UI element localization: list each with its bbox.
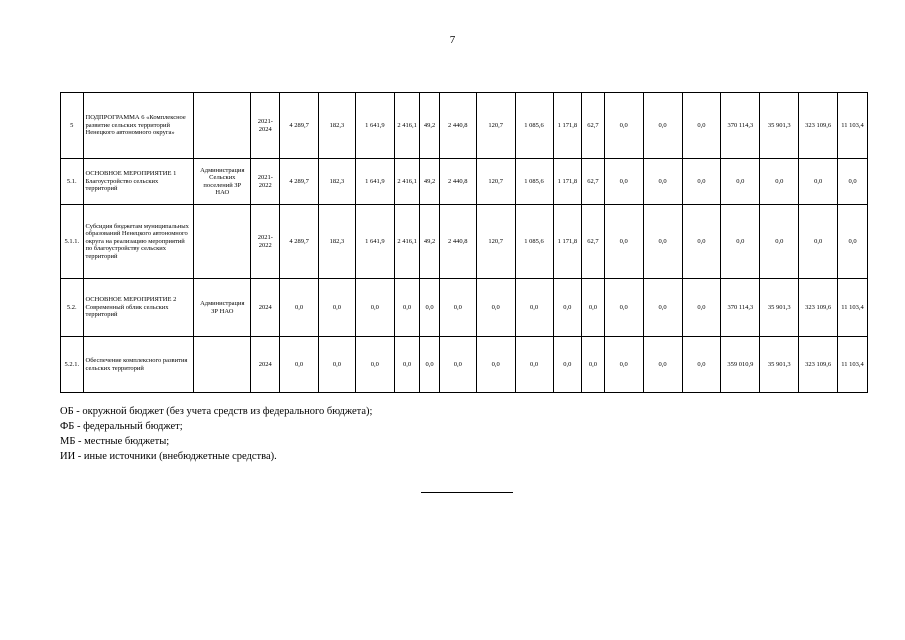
legend-item-mb: МБ - местные бюджеты; <box>60 436 170 447</box>
row-code-cell: 5 <box>61 93 84 159</box>
row-value-cell: 2 440,8 <box>439 159 476 205</box>
row-title-cell: ПОДПРОГРАММА 6 «Комплексное развитие сельских территорий Ненецкого автономного округа» <box>83 93 194 159</box>
row-executor-cell: Администрация Сельских поселений ЗР НАО <box>194 159 251 205</box>
row-value-cell: 0,0 <box>760 159 799 205</box>
row-value-cell: 182,3 <box>319 159 356 205</box>
row-value-cell: 0,0 <box>760 205 799 279</box>
legend-item-ii: ИИ - иные источники (внебюджетные средства). <box>60 451 277 462</box>
row-value-cell: 0,0 <box>643 279 682 337</box>
page-number: 7 <box>449 34 456 46</box>
row-value-cell: 0,0 <box>280 279 319 337</box>
row-value-cell: 49,2 <box>420 159 439 205</box>
signature-line <box>421 492 513 493</box>
row-value-cell: 323 109,6 <box>799 93 838 159</box>
row-value-cell: 0,0 <box>420 279 439 337</box>
row-value-cell: 0,0 <box>643 337 682 393</box>
row-period-cell: 2021-2022 <box>251 159 280 205</box>
row-value-cell: 1 171,8 <box>553 205 582 279</box>
row-value-cell: 120,7 <box>476 93 515 159</box>
row-value-cell: 0,0 <box>439 279 476 337</box>
row-value-cell: 0,0 <box>682 337 721 393</box>
row-value-cell: 0,0 <box>799 159 838 205</box>
legend-item-ob: ОБ - окружной бюджет (без учета средств из федерального бюджета); <box>60 406 373 417</box>
table-row <box>61 337 868 393</box>
row-title-cell: ОСНОВНОЕ МЕРОПРИЯТИЕ 1 Благоустройство сельских территорий <box>83 159 194 205</box>
row-value-cell: 2 440,8 <box>439 205 476 279</box>
row-value-cell: 0,0 <box>682 93 721 159</box>
row-executor-cell: Администрация ЗР НАО <box>194 279 251 337</box>
row-value-cell: 0,0 <box>476 337 515 393</box>
legend <box>60 404 372 464</box>
row-value-cell: 4 289,7 <box>280 205 319 279</box>
row-value-cell: 0,0 <box>604 159 643 205</box>
row-value-cell: 359 010,9 <box>721 337 760 393</box>
row-value-cell: 11 103,4 <box>838 337 868 393</box>
row-executor-cell <box>194 93 251 159</box>
row-value-cell: 0,0 <box>643 93 682 159</box>
row-value-cell: 0,0 <box>643 159 682 205</box>
row-value-cell: 0,0 <box>319 337 356 393</box>
row-value-cell: 2 416,1 <box>394 159 420 205</box>
row-value-cell: 4 289,7 <box>280 159 319 205</box>
row-value-cell: 0,0 <box>439 337 476 393</box>
row-executor-cell <box>194 205 251 279</box>
row-value-cell: 11 103,4 <box>838 93 868 159</box>
row-value-cell: 0,0 <box>604 337 643 393</box>
legend-item-fb: ФБ - федеральный бюджет; <box>60 421 183 432</box>
row-code-cell: 5.1.1. <box>61 205 84 279</box>
row-executor-cell <box>194 337 251 393</box>
row-value-cell: 1 171,8 <box>553 159 582 205</box>
row-value-cell: 1 641,9 <box>355 205 394 279</box>
row-value-cell: 0,0 <box>838 159 868 205</box>
row-value-cell: 0,0 <box>355 337 394 393</box>
row-value-cell: 120,7 <box>476 159 515 205</box>
row-value-cell: 0,0 <box>394 279 420 337</box>
row-value-cell: 62,7 <box>582 159 605 205</box>
row-value-cell: 0,0 <box>682 279 721 337</box>
row-value-cell: 4 289,7 <box>280 93 319 159</box>
row-value-cell: 0,0 <box>604 205 643 279</box>
row-value-cell: 0,0 <box>721 205 760 279</box>
row-value-cell: 0,0 <box>604 93 643 159</box>
row-value-cell: 0,0 <box>682 205 721 279</box>
row-value-cell: 62,7 <box>582 205 605 279</box>
row-period-cell: 2024 <box>251 337 280 393</box>
row-value-cell: 1 641,9 <box>355 93 394 159</box>
table-row <box>61 279 868 337</box>
row-code-cell: 5.2. <box>61 279 84 337</box>
row-code-cell: 5.2.1. <box>61 337 84 393</box>
row-value-cell: 370 114,3 <box>721 279 760 337</box>
row-value-cell: 0,0 <box>838 205 868 279</box>
row-period-cell: 2024 <box>251 279 280 337</box>
row-value-cell: 0,0 <box>643 205 682 279</box>
table-row <box>61 159 868 205</box>
row-value-cell: 0,0 <box>604 279 643 337</box>
row-value-cell: 1 171,8 <box>553 93 582 159</box>
row-value-cell: 120,7 <box>476 205 515 279</box>
row-value-cell: 182,3 <box>319 93 356 159</box>
row-value-cell: 0,0 <box>420 337 439 393</box>
row-value-cell: 62,7 <box>582 93 605 159</box>
row-value-cell: 0,0 <box>515 279 553 337</box>
row-value-cell: 0,0 <box>515 337 553 393</box>
row-value-cell: 370 114,3 <box>721 93 760 159</box>
row-value-cell: 2 416,1 <box>394 205 420 279</box>
row-value-cell: 0,0 <box>476 279 515 337</box>
row-value-cell: 323 109,6 <box>799 279 838 337</box>
row-value-cell: 0,0 <box>553 279 582 337</box>
budget-table <box>60 92 868 393</box>
table-row <box>61 205 868 279</box>
row-value-cell: 49,2 <box>420 93 439 159</box>
row-value-cell: 11 103,4 <box>838 279 868 337</box>
row-value-cell: 1 085,6 <box>515 205 553 279</box>
row-value-cell: 2 416,1 <box>394 93 420 159</box>
row-period-cell: 2021-2024 <box>251 93 280 159</box>
row-title-cell: ОСНОВНОЕ МЕРОПРИЯТИЕ 2 Современный облик сельских территорий <box>83 279 194 337</box>
row-value-cell: 0,0 <box>553 337 582 393</box>
row-title-cell: Обеспечение комплексного развития сельских территорий <box>83 337 194 393</box>
row-value-cell: 35 901,3 <box>760 279 799 337</box>
row-value-cell: 0,0 <box>355 279 394 337</box>
row-code-cell: 5.1. <box>61 159 84 205</box>
row-title-cell: Субсидия бюджетам муниципальных образований Ненецкого автономного округа на реализацию мероприятий по благоустройству сельских территорий <box>83 205 194 279</box>
row-value-cell: 0,0 <box>319 279 356 337</box>
row-value-cell: 0,0 <box>721 159 760 205</box>
row-value-cell: 0,0 <box>799 205 838 279</box>
row-value-cell: 1 085,6 <box>515 159 553 205</box>
row-value-cell: 0,0 <box>682 159 721 205</box>
row-value-cell: 323 109,6 <box>799 337 838 393</box>
row-value-cell: 35 901,3 <box>760 337 799 393</box>
row-period-cell: 2021-2022 <box>251 205 280 279</box>
row-value-cell: 0,0 <box>280 337 319 393</box>
row-value-cell: 182,3 <box>319 205 356 279</box>
row-value-cell: 0,0 <box>394 337 420 393</box>
row-value-cell: 1 085,6 <box>515 93 553 159</box>
row-value-cell: 1 641,9 <box>355 159 394 205</box>
row-value-cell: 0,0 <box>582 337 605 393</box>
row-value-cell: 0,0 <box>582 279 605 337</box>
row-value-cell: 2 440,8 <box>439 93 476 159</box>
row-value-cell: 35 901,3 <box>760 93 799 159</box>
table-row <box>61 93 868 159</box>
row-value-cell: 49,2 <box>420 205 439 279</box>
